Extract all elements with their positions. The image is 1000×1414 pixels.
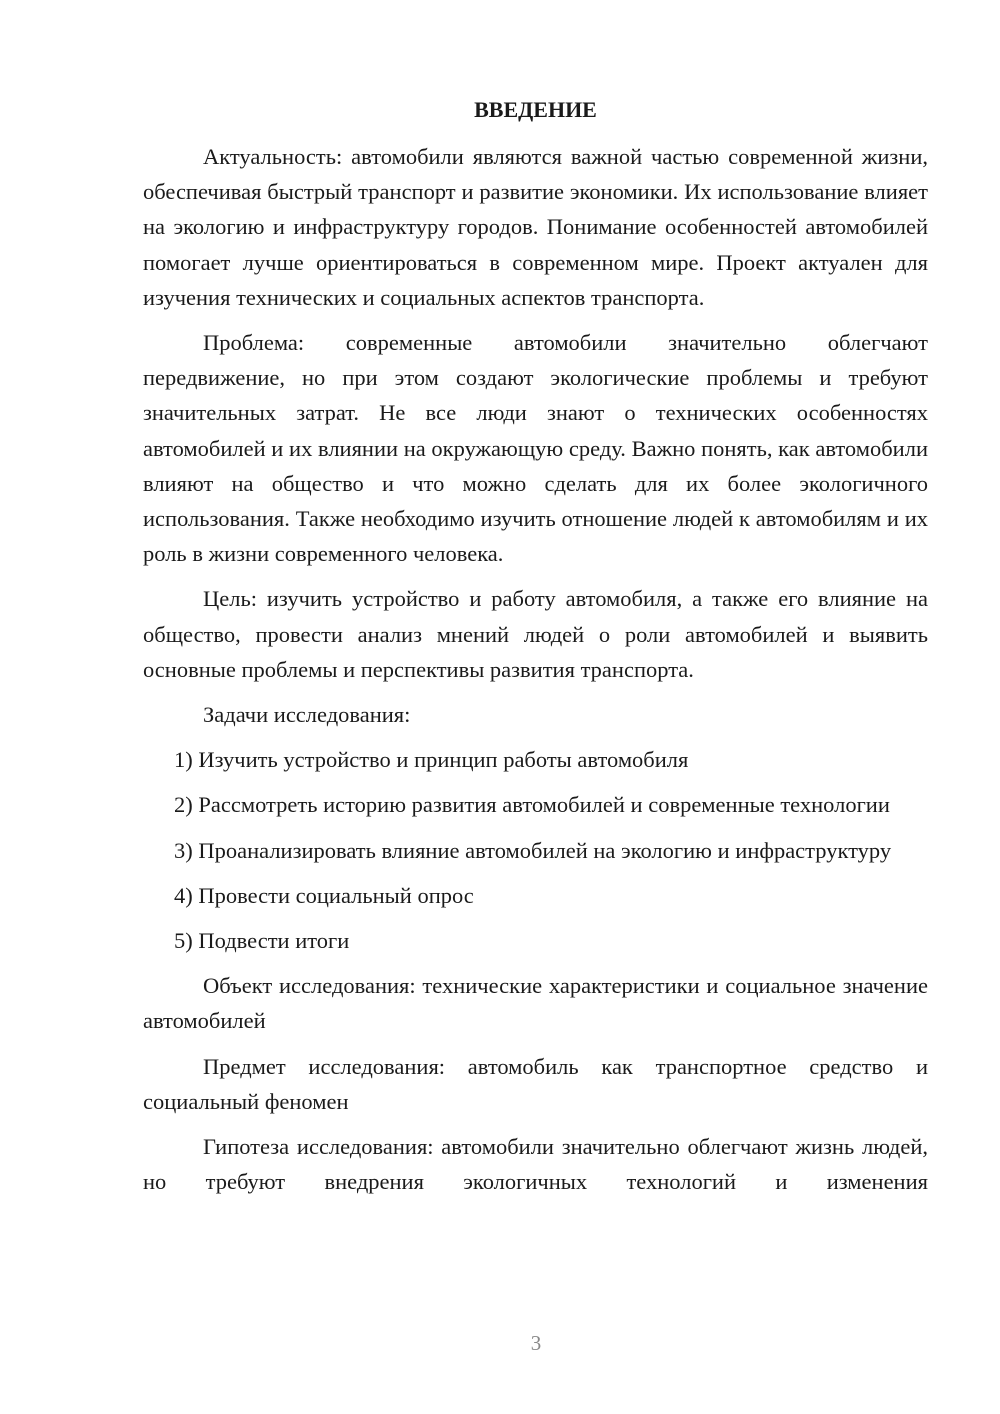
list-item: 5) Подвести итоги: [174, 928, 350, 954]
page-title: ВВЕДЕНИЕ: [474, 97, 597, 122]
list-item: 2) Рассмотреть историю развития автомобилей и современные технологии: [174, 792, 890, 818]
page-number: 3: [530, 1331, 542, 1355]
paragraph-relevance: Актуальность: автомобили являются важной частью современной жизни, обеспечивая быстрый транспорт и развитие экономики. Их использование влияет на экологию и инфраструктуру городов. Понимание особенностей автомобилей помогает лучше ориентироваться в современном мире. Проект актуален для изучения технических и социальных аспектов транспорта.: [143, 144, 928, 310]
list-item: 4) Провести социальный опрос: [174, 882, 474, 908]
paragraph-hypothesis: Гипотеза исследования: автомобили значительно облегчают жизнь людей, но требуют внедрения экологичных технологий и изменения: [143, 1134, 928, 1195]
document-body: [143, 92, 928, 1209]
paragraph-problem: Проблема: современные автомобили значительно облегчают передвижение, но при этом создают экологические проблемы и требуют значительных затрат. Не все люди знают о технических особенностях автомобилей и их влиянии на окружающую среду. Важно понять, как автомобили влияют на общество и что можно сделать для их более экологичного использования. Также необходимо изучить отношение людей к автомобилям и их роль в жизни современного человека.: [143, 330, 928, 567]
list-item: 1) Изучить устройство и принцип работы автомобиля: [174, 747, 689, 773]
tasks-list: [143, 742, 928, 958]
paragraph-goal: Цель: изучить устройство и работу автомобиля, а также его влияние на общество, провести анализ мнений людей о роли автомобилей и выявить основные проблемы и перспективы развития транспорта.: [143, 586, 928, 682]
paragraph-subject: Предмет исследования: автомобиль как транспортное средство и социальный феномен: [143, 1053, 928, 1114]
tasks-heading: Задачи исследования:: [203, 702, 411, 728]
list-item: 3) Проанализировать влияние автомобилей на экологию и инфраструктуру: [174, 837, 892, 863]
paragraph-object: Объект исследования: технические характеристики и социальное значение автомобилей: [143, 973, 928, 1034]
